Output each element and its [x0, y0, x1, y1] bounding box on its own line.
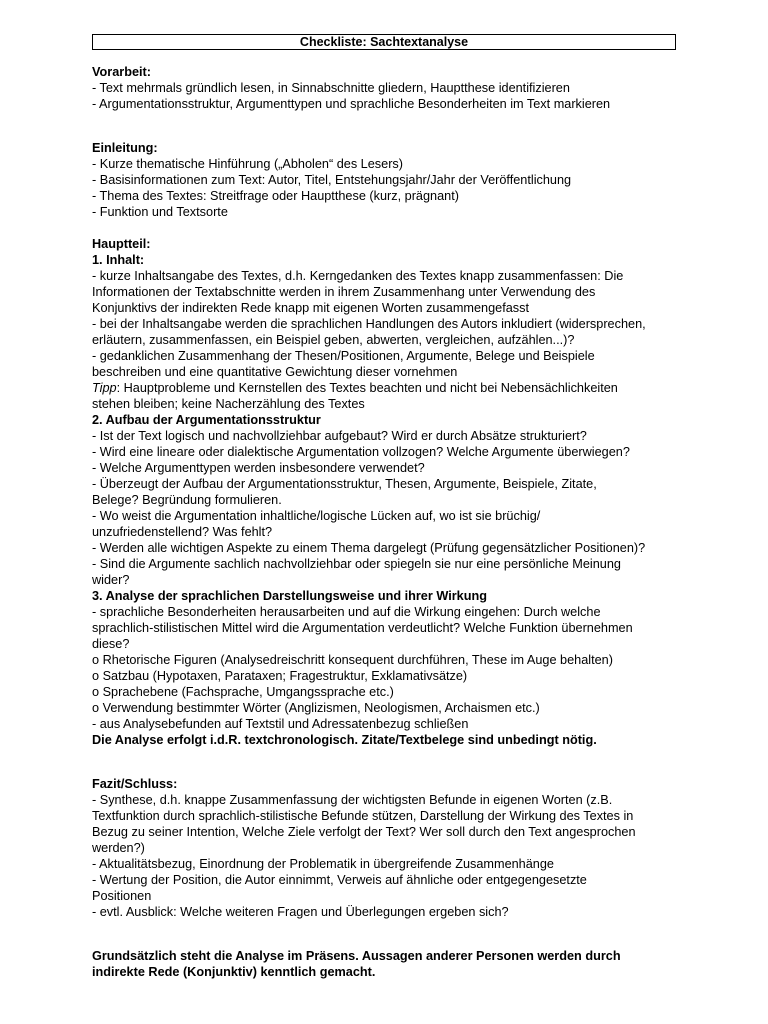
text-line: - kurze Inhaltsangabe des Textes, d.h. Kerngedanken des Textes knapp zusammenfassen: Die	[92, 269, 624, 283]
section-heading-einleitung: Einleitung:	[92, 141, 158, 155]
text-line: werden?)	[92, 841, 145, 855]
closing-note: indirekte Rede (Konjunktiv) kenntlich gemacht.	[92, 965, 376, 979]
tip-text: : Hauptprobleme und Kernstellen des Textes beachten und nicht bei Nebensächlichkeiten	[116, 381, 618, 395]
text-line: Belege? Begründung formulieren.	[92, 493, 282, 507]
text-line: o Satzbau (Hypotaxen, Parataxen; Fragestruktur, Exklamativsätze)	[92, 669, 468, 683]
tip-label: Tipp	[92, 381, 117, 395]
document-body	[92, 64, 712, 980]
text-line: - Sind die Argumente sachlich nachvollziehbar oder spiegeln sie nur eine persönliche Meinung	[92, 557, 621, 571]
text-line: stehen bleiben; keine Nacherzählung des Textes	[92, 397, 365, 411]
text-line: Positionen	[92, 889, 152, 903]
text-line: erläutern, zusammenfassen, ein Beispiel geben, abwerten, vergleichen, aufzählen...)?	[92, 333, 575, 347]
text-line: - Synthese, d.h. knappe Zusammenfassung der wichtigsten Befunde in eigenen Worten (z.B.	[92, 793, 613, 807]
text-line: Textfunktion durch sprachlich-stilistische Befunde stützen, Darstellung der Wirkung des Textes in	[92, 809, 634, 823]
text-line: - sprachliche Besonderheiten herausarbeiten und auf die Wirkung eingehen: Durch welche	[92, 605, 601, 619]
section-heading-hauptteil: Hauptteil:	[92, 237, 151, 251]
text-line: - evtl. Ausblick: Welche weiteren Fragen und Überlegungen ergeben sich?	[92, 905, 509, 919]
list-item: - Argumentationsstruktur, Argumenttypen und sprachliche Besonderheiten im Text markieren	[92, 97, 611, 111]
text-line: - Wertung der Position, die Autor einnimmt, Verweis auf ähnliche oder entgegengesetzte	[92, 873, 587, 887]
text-line: - Welche Argumenttypen werden insbesondere verwendet?	[92, 461, 425, 475]
analysis-note: Die Analyse erfolgt i.d.R. textchronologisch. Zitate/Textbelege sind unbedingt nötig.	[92, 733, 597, 747]
text-line: - Wird eine lineare oder dialektische Argumentation vollzogen? Welche Argumente überwiegen?	[92, 445, 630, 459]
subsection-heading-aufbau: 2. Aufbau der Argumentationsstruktur	[92, 413, 321, 427]
list-item: - Thema des Textes: Streitfrage oder Hauptthese (kurz, prägnant)	[92, 189, 459, 203]
text-line: o Rhetorische Figuren (Analysedreischritt konsequent durchführen, These im Auge behalten)	[92, 653, 613, 667]
text-line: o Sprachebene (Fachsprache, Umgangssprache etc.)	[92, 685, 394, 699]
text-line: Bezug zu seiner Intention, Welche Ziele verfolgt der Text? Wer soll durch den Text angesprochen	[92, 825, 636, 839]
tip-line	[92, 380, 712, 396]
text-line: Konjunktivs der indirekten Rede knapp mit eigenen Worten zusammengefasst	[92, 301, 530, 315]
section-heading-vorarbeit: Vorarbeit:	[92, 65, 151, 79]
subsection-heading-inhalt: 1. Inhalt:	[92, 253, 145, 267]
text-line: sprachlich-stilistischen Mittel wird die Argumentation verdeutlicht? Welche Funktion übernehmen	[92, 621, 633, 635]
list-item: - Kurze thematische Hinführung („Abholen“ des Lesers)	[92, 157, 403, 171]
subsection-heading-analyse: 3. Analyse der sprachlichen Darstellungsweise und ihrer Wirkung	[92, 589, 487, 603]
page-title: Checkliste: Sachtextanalyse	[92, 34, 676, 50]
text-line: - Ist der Text logisch und nachvollziehbar aufgebaut? Wird er durch Absätze strukturiert?	[92, 429, 587, 443]
list-item: - Basisinformationen zum Text: Autor, Titel, Entstehungsjahr/Jahr der Veröffentlichung	[92, 173, 572, 187]
text-line: wider?	[92, 573, 130, 587]
text-line: - bei der Inhaltsangabe werden die sprachlichen Handlungen des Autors inkludiert (widersprechen,	[92, 317, 646, 331]
list-item: - Text mehrmals gründlich lesen, in Sinnabschnitte gliedern, Hauptthese identifizieren	[92, 81, 570, 95]
list-item: - Funktion und Textsorte	[92, 205, 228, 219]
text-line: o Verwendung bestimmter Wörter (Anglizismen, Neologismen, Archaismen etc.)	[92, 701, 540, 715]
text-line: - Wo weist die Argumentation inhaltliche/logische Lücken auf, wo ist sie brüchig/	[92, 509, 541, 523]
text-line: Informationen der Textabschnitte werden in ihrem Zusammenhang unter Verwendung des	[92, 285, 596, 299]
text-line: diese?	[92, 637, 130, 651]
section-heading-fazit: Fazit/Schluss:	[92, 777, 178, 791]
text-line: unzufriedenstellend? Was fehlt?	[92, 525, 273, 539]
text-line: - gedanklichen Zusammenhang der Thesen/Positionen, Argumente, Belege und Beispiele	[92, 349, 595, 363]
text-line: - Überzeugt der Aufbau der Argumentationsstruktur, Thesen, Argumente, Beispiele, Zitate,	[92, 477, 597, 491]
closing-note: Grundsätzlich steht die Analyse im Präsens. Aussagen anderer Personen werden durch	[92, 949, 621, 963]
text-line: - Werden alle wichtigen Aspekte zu einem Thema dargelegt (Prüfung gegensätzlicher Positionen)?	[92, 541, 646, 555]
text-line: - Aktualitätsbezug, Einordnung der Problematik in übergreifende Zusammenhänge	[92, 857, 554, 871]
text-line: beschreiben und eine quantitative Gewichtung dieser vornehmen	[92, 365, 458, 379]
text-line: - aus Analysebefunden auf Textstil und Adressatenbezug schließen	[92, 717, 469, 731]
